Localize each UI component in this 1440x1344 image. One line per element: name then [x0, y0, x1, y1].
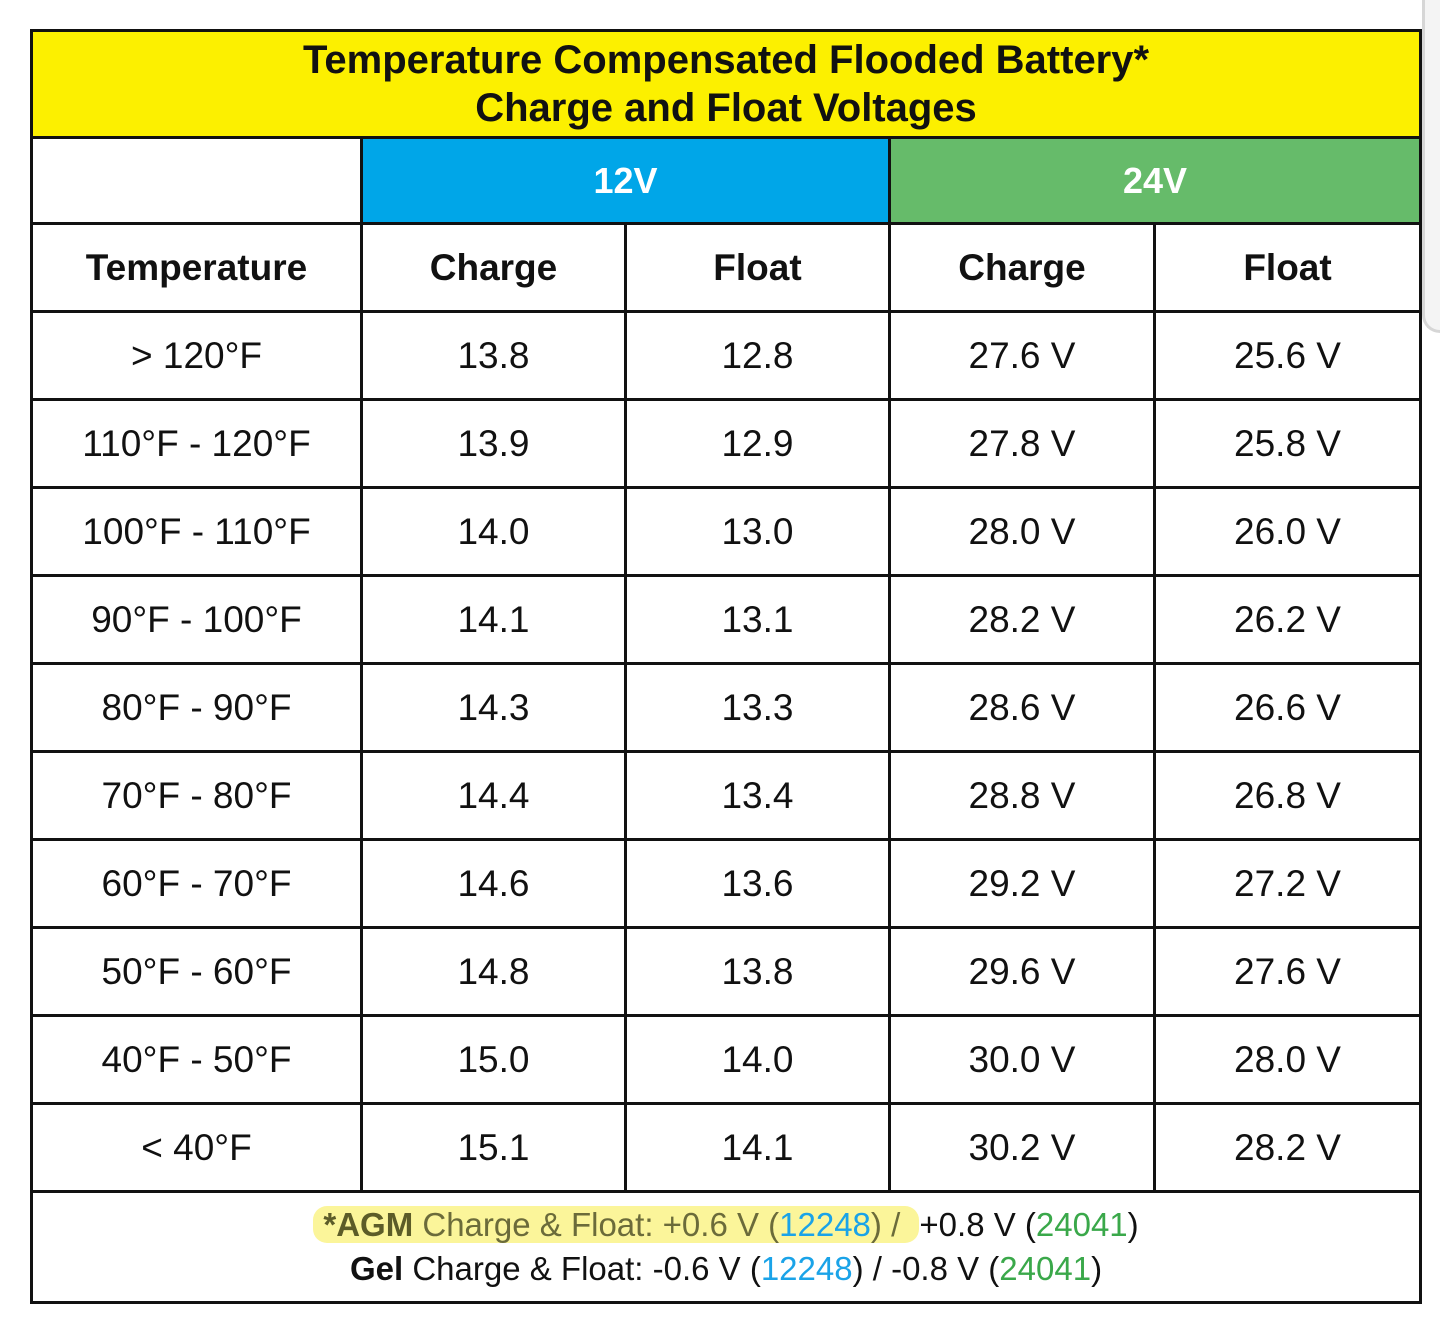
charge-12v-cell: 14.0 [362, 488, 626, 576]
table-row [32, 752, 1421, 840]
gel-12v-part-number: 12248 [760, 1250, 853, 1287]
table-row [32, 400, 1421, 488]
temperature-cell: 50°F - 60°F [32, 928, 362, 1016]
gel-24v-part-number: 24041 [999, 1250, 1092, 1287]
group-header-24v: 24V [890, 138, 1421, 224]
column-header-24v-charge: Charge [890, 224, 1155, 312]
charge-24v-cell: 28.6 V [890, 664, 1155, 752]
gel-label: Gel [349, 1250, 404, 1287]
agm-12v-part-number: 12248 [779, 1206, 871, 1243]
float-12v-cell: 13.8 [626, 928, 890, 1016]
agm-footnote-line [33, 1203, 1419, 1247]
charge-24v-cell: 28.0 V [890, 488, 1155, 576]
agm-mid-text: ) / [870, 1206, 910, 1243]
temperature-cell: 110°F - 120°F [32, 400, 362, 488]
temperature-cell: 80°F - 90°F [32, 664, 362, 752]
charge-12v-cell: 14.6 [362, 840, 626, 928]
agm-highlight [313, 1206, 919, 1243]
float-24v-cell: 26.6 V [1155, 664, 1421, 752]
charge-12v-cell: 14.1 [362, 576, 626, 664]
column-header-temperature: Temperature [32, 224, 362, 312]
float-12v-cell: 13.4 [626, 752, 890, 840]
charge-24v-cell: 28.8 V [890, 752, 1155, 840]
float-12v-cell: 13.6 [626, 840, 890, 928]
agm-24v-part-number: 24041 [1035, 1206, 1128, 1243]
table-row [32, 840, 1421, 928]
gel-footnote-line [33, 1247, 1419, 1291]
table-title [32, 31, 1421, 138]
float-12v-cell: 14.0 [626, 1016, 890, 1104]
gel-end-text: ) [1091, 1250, 1103, 1287]
float-24v-cell: 25.6 V [1155, 312, 1421, 400]
gel-mid-text: ) / -0.8 V ( [852, 1250, 1000, 1287]
agm-end-text: ) [1127, 1206, 1139, 1243]
title-line-1: Temperature Compensated Flooded Battery* [302, 38, 1150, 82]
charge-24v-cell: 28.2 V [890, 576, 1155, 664]
float-24v-cell: 27.2 V [1155, 840, 1421, 928]
float-24v-cell: 25.8 V [1155, 400, 1421, 488]
table-row [32, 312, 1421, 400]
gel-text: Charge & Float: -0.6 V ( [403, 1250, 761, 1287]
float-24v-cell: 26.8 V [1155, 752, 1421, 840]
charge-12v-cell: 15.0 [362, 1016, 626, 1104]
charge-24v-cell: 29.2 V [890, 840, 1155, 928]
temperature-cell: 70°F - 80°F [32, 752, 362, 840]
float-24v-cell: 26.2 V [1155, 576, 1421, 664]
float-12v-cell: 13.1 [626, 576, 890, 664]
charge-12v-cell: 14.8 [362, 928, 626, 1016]
table-row [32, 488, 1421, 576]
charge-24v-cell: 30.2 V [890, 1104, 1155, 1192]
temperature-cell: 40°F - 50°F [32, 1016, 362, 1104]
charge-12v-cell: 13.9 [362, 400, 626, 488]
temperature-cell: 60°F - 70°F [32, 840, 362, 928]
float-24v-cell: 26.0 V [1155, 488, 1421, 576]
temperature-cell: > 120°F [32, 312, 362, 400]
float-24v-cell: 28.2 V [1155, 1104, 1421, 1192]
column-header-12v-charge: Charge [362, 224, 626, 312]
charge-12v-cell: 14.3 [362, 664, 626, 752]
charge-24v-cell: 30.0 V [890, 1016, 1155, 1104]
charge-24v-cell: 27.8 V [890, 400, 1155, 488]
float-24v-cell: 27.6 V [1155, 928, 1421, 1016]
charge-12v-cell: 15.1 [362, 1104, 626, 1192]
charge-24v-cell: 29.6 V [890, 928, 1155, 1016]
temperature-cell: < 40°F [32, 1104, 362, 1192]
voltage-table [30, 29, 1422, 1304]
temperature-cell: 90°F - 100°F [32, 576, 362, 664]
float-12v-cell: 13.0 [626, 488, 890, 576]
float-12v-cell: 13.3 [626, 664, 890, 752]
agm-label: *AGM [323, 1206, 414, 1243]
float-12v-cell: 14.1 [626, 1104, 890, 1192]
group-header-12v: 12V [362, 138, 890, 224]
footnote [32, 1192, 1421, 1303]
page-edge-shadow [1422, 0, 1440, 333]
table-row [32, 664, 1421, 752]
blank-corner-cell [32, 138, 362, 224]
table-row [32, 1104, 1421, 1192]
column-header-12v-float: Float [626, 224, 890, 312]
float-12v-cell: 12.9 [626, 400, 890, 488]
table-row [32, 928, 1421, 1016]
column-header-24v-float: Float [1155, 224, 1421, 312]
charge-12v-cell: 14.4 [362, 752, 626, 840]
table-row [32, 1016, 1421, 1104]
title-line-2: Charge and Float Voltages [475, 86, 977, 130]
charge-24v-cell: 27.6 V [890, 312, 1155, 400]
float-12v-cell: 12.8 [626, 312, 890, 400]
agm-text: Charge & Float: +0.6 V ( [413, 1206, 780, 1243]
agm-rest-text: +0.8 V ( [919, 1206, 1036, 1243]
charge-12v-cell: 13.8 [362, 312, 626, 400]
temperature-cell: 100°F - 110°F [32, 488, 362, 576]
table-row [32, 576, 1421, 664]
float-24v-cell: 28.0 V [1155, 1016, 1421, 1104]
